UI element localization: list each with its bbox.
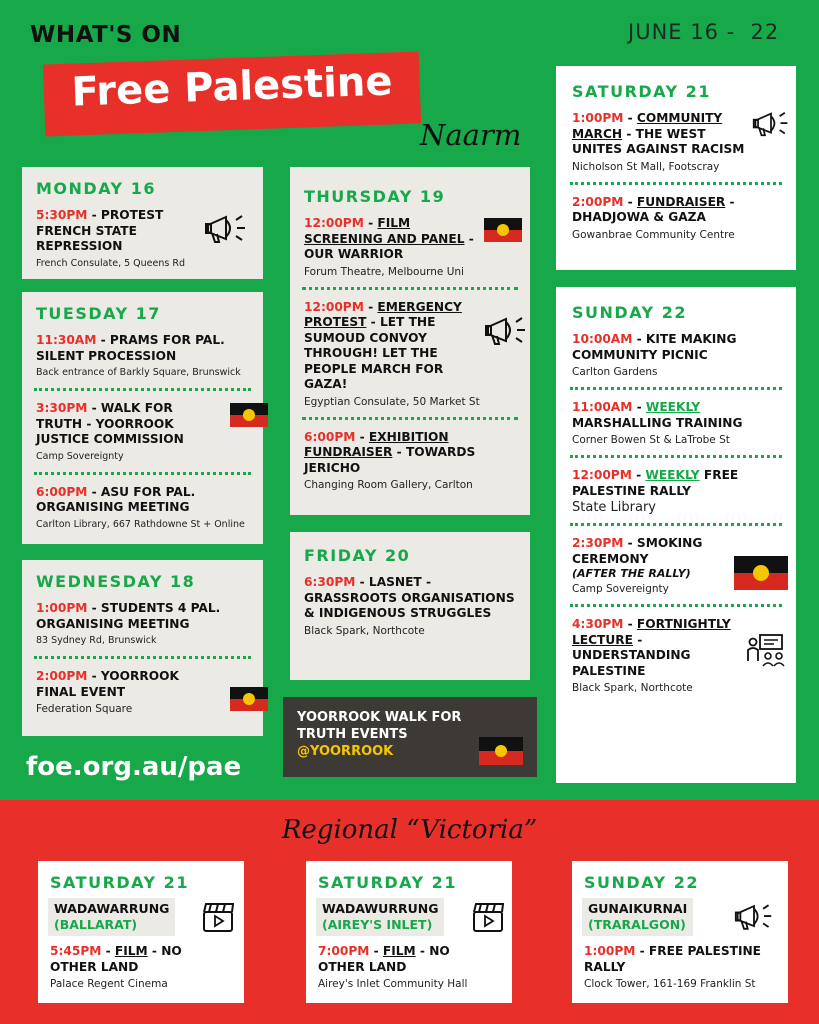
lecture-icon (746, 633, 788, 667)
event-item: 6:00PM - ASU FOR PAL. ORGANISING MEETING Carlton Library, 667 Rathdowne St + Online (34, 472, 251, 540)
event-time: 11:30AM (36, 333, 97, 347)
whats-on-label: WHAT'S ON (30, 22, 182, 48)
day-heading: MONDAY 16 (36, 179, 156, 198)
event-item: 2:00PM - YOORROOK FINAL EVENT Federation Square (34, 656, 251, 724)
region-place: WADAWARRUNG (54, 901, 170, 916)
regional-card-ballarat: SATURDAY 21 WADAWARRUNG (BALLARAT) 5:45PM - FILM - NO OTHER LAND Palace Regent Cinema (38, 861, 244, 1003)
day-heading: SATURDAY 21 (572, 82, 711, 101)
megaphone-icon (204, 212, 248, 246)
event-label: FILM (382, 944, 416, 958)
event-label: EMERGENCY PROTEST (304, 299, 462, 329)
event-location: Egyptian Consulate, 50 Market St (304, 395, 480, 408)
wednesday-card (22, 560, 263, 736)
event-item: 12:00PM - WEEKLY FREE PALESTINE RALLY State Library (570, 455, 782, 523)
event-title: UNDERSTANDING PALESTINE (572, 648, 691, 678)
event-time: 2:30PM (572, 536, 624, 550)
event-item: 6:00PM - EXHIBITION FUNDRAISER - TOWARDS JERICHO Changing Room Gallery, Carlton (302, 417, 518, 501)
event-location: Camp Sovereignty (36, 450, 124, 462)
yoorrook-box[interactable] (283, 697, 537, 777)
aboriginal-flag-icon (479, 737, 523, 765)
event-note: (AFTER THE RALLY) (572, 567, 691, 580)
day-heading: SATURDAY 21 (50, 873, 189, 892)
day-heading: SATURDAY 21 (318, 873, 457, 892)
event-title: TOWARDS JERICHO (304, 445, 476, 475)
event-location: State Library (572, 500, 656, 515)
event-title: PROTEST FRENCH STATE REPRESSION (36, 208, 164, 253)
yoorrook-handle: @YOORROOK (297, 744, 394, 759)
event-item: 1:00PM - COMMUNITY MARCH - THE WEST UNITES AGAINST RACISM Nicholson St Mall, Footscray (570, 109, 782, 182)
day-heading: THURSDAY 19 (304, 187, 446, 206)
event-location: Forum Theatre, Melbourne Uni (304, 265, 464, 278)
event-title: WALK FOR TRUTH - YOORROOK JUSTICE COMMISSION (36, 401, 184, 446)
day-heading: TUESDAY 17 (36, 304, 161, 323)
region-box (316, 898, 444, 936)
event-title: LASNET - GRASSROOTS ORGANISATIONS & INDIGENOUS STRUGGLES (304, 575, 515, 620)
event-time: 5:45PM (50, 944, 102, 958)
event-item: 12:00PM - EMERGENCY PROTEST - LET THE SUMOUD CONVOY THROUGH! LET THE PEOPLE MARCH FOR GAZA! Egyptian Consulate, 50 Market St (302, 287, 518, 417)
event-time: 1:00PM (36, 601, 88, 615)
regional-card-aireys-inlet: SATURDAY 21 WADAWURRUNG (AIREY'S INLET) 7:00PM - FILM - NO OTHER LAND Airey's Inlet Community Hall (306, 861, 512, 1003)
region-place: WADAWURRUNG (322, 901, 439, 916)
day-heading: FRIDAY 20 (304, 546, 411, 565)
megaphone-icon (484, 314, 528, 348)
event-title: YOORROOK FINAL EVENT (36, 669, 179, 699)
event-title: NO OTHER LAND (50, 944, 182, 974)
event-location: Carlton Library, 667 Rathdowne St + Online (36, 518, 245, 530)
date-range: JUNE 16 - 22 (628, 20, 780, 44)
event-item: 2:00PM - FUNDRAISER - DHADJOWA & GAZA Gowanbrae Community Centre (570, 182, 782, 250)
event-time: 4:30PM (572, 617, 624, 631)
event-title: THE WEST UNITES AGAINST RACISM (572, 126, 745, 156)
event-location: Clock Tower, 161-169 Franklin St (584, 978, 756, 990)
sunday-card (556, 287, 796, 783)
event-label: WEEKLY (645, 400, 701, 414)
event-time: 2:00PM (36, 669, 88, 683)
event-item: 6:30PM - LASNET - GRASSROOTS ORGANISATIONS & INDIGENOUS STRUGGLES Black Spark, Northcote (302, 573, 518, 646)
tuesday-card (22, 292, 263, 544)
region-place: GUNAIKURNAI (588, 901, 688, 916)
event-title: FREE PALESTINE RALLY (584, 944, 762, 974)
event-item: 1:00PM - STUDENTS 4 PAL. ORGANISING MEETING 83 Sydney Rd, Brunswick (34, 599, 251, 656)
event-time: 3:30PM (36, 401, 88, 415)
event-label: COMMUNITY MARCH (572, 111, 723, 141)
event-time: 1:00PM (584, 944, 636, 958)
event-location: Camp Sovereignty (572, 583, 669, 595)
region-box (582, 898, 693, 936)
event-item: 11:00AM - WEEKLY MARSHALLING TRAINING Corner Bowen St & LaTrobe St (570, 387, 782, 455)
website-link[interactable]: foe.org.au/pae (26, 752, 242, 782)
aboriginal-flag-icon (230, 403, 268, 427)
event-time: 10:00AM (572, 332, 633, 346)
event-location: Gowanbrae Community Centre (572, 228, 735, 241)
event-time: 12:00PM (572, 468, 632, 482)
regional-title: Regional “Victoria” (281, 815, 538, 845)
event-location: Carlton Gardens (572, 366, 658, 378)
event-time: 1:00PM (572, 111, 624, 125)
event-title: ASU FOR PAL. ORGANISING MEETING (36, 484, 196, 514)
event-item: 4:30PM - FORTNIGHTLY LECTURE - UNDERSTANDING PALESTINE Black Spark, Northcote (570, 604, 782, 703)
event-label: EXHIBITION FUNDRAISER (304, 429, 449, 459)
event-label: FILM (114, 944, 148, 958)
event-label: FUNDRAISER (636, 194, 726, 209)
yoorrook-line1: YOORROOK WALK FOR (297, 710, 462, 725)
event-title: PRAMS FOR PAL. SILENT PROCESSION (36, 333, 225, 363)
event-title: LET THE SUMOUD CONVOY THROUGH! LET THE PEOPLE MARCH FOR GAZA! (304, 315, 444, 391)
aboriginal-flag-icon (230, 687, 268, 711)
megaphone-icon (752, 109, 790, 139)
event-time: 7:00PM (318, 944, 370, 958)
event-item: 5:30PM - PROTEST FRENCH STATE REPRESSION French Consulate, 5 Queens Rd (34, 206, 251, 279)
event-label: FILM SCREENING AND PANEL (304, 216, 465, 246)
event-item: 12:00PM - FILM SCREENING AND PANEL - OUR WARRIOR Forum Theatre, Melbourne Uni (302, 214, 518, 287)
event-location: Airey's Inlet Community Hall (318, 978, 468, 990)
event-location: Changing Room Gallery, Carlton (304, 479, 473, 491)
event-item: 2:30PM - SMOKING CEREMONY (AFTER THE RALLY) Camp Sovereignty (570, 523, 782, 604)
event-time: 6:00PM (304, 429, 356, 444)
friday-card (290, 532, 530, 680)
event-location: Corner Bowen St & LaTrobe St (572, 434, 730, 446)
region-box (48, 898, 175, 936)
event-time: 6:00PM (36, 484, 88, 499)
event-location: 83 Sydney Rd, Brunswick (36, 635, 157, 646)
event-time: 12:00PM (304, 216, 364, 230)
event-time: 12:00PM (304, 299, 364, 314)
regional-card-traralgon: SUNDAY 22 GUNAIKURNAI (TRARALGON) 1:00PM - FREE PALESTINE RALLY Clock Tower, 161-169 Franklin St (572, 861, 788, 1003)
day-heading: SUNDAY 22 (584, 873, 699, 892)
event-label: WEEKLY (645, 468, 700, 482)
aboriginal-flag-icon (734, 556, 788, 590)
event-item: 11:30AM - PRAMS FOR PAL. SILENT PROCESSION Back entrance of Barkly Square, Brunswick (34, 331, 251, 388)
event-item: 3:30PM - WALK FOR TRUTH - YOORROOK JUSTICE COMMISSION Camp Sovereignty (34, 388, 251, 472)
yoorrook-line2: TRUTH EVENTS (297, 727, 408, 742)
monday-card (22, 167, 263, 279)
event-location: French Consulate, 5 Queens Rd (36, 257, 185, 269)
page-title: Free Palestine (70, 58, 394, 116)
event-item: 10:00AM - KITE MAKING COMMUNITY PICNIC Carlton Gardens (570, 330, 782, 387)
event-label: FORTNIGHTLY LECTURE (572, 617, 731, 647)
event-title: DHADJOWA & GAZA (572, 210, 706, 224)
event-location: Black Spark, Northcote (572, 682, 693, 694)
event-title: SMOKING CEREMONY (572, 536, 703, 566)
event-title: FREE PALESTINE RALLY (572, 468, 739, 498)
event-title: STUDENTS 4 PAL. ORGANISING MEETING (36, 601, 221, 631)
aboriginal-flag-icon (484, 218, 522, 242)
event-location: Back entrance of Barkly Square, Brunswick (36, 367, 241, 378)
event-time: 6:30PM (304, 575, 356, 589)
region-area: (AIREY'S INLET) (322, 917, 433, 932)
day-heading: WEDNESDAY 18 (36, 572, 196, 591)
event-title: OUR WARRIOR (304, 247, 404, 261)
megaphone-icon (734, 901, 774, 933)
event-time: 2:00PM (572, 194, 624, 209)
event-time: 11:00AM (572, 400, 633, 414)
region-area: (BALLARAT) (54, 917, 138, 932)
event-title: NO OTHER LAND (318, 944, 450, 974)
film-clapper-icon (202, 901, 236, 933)
event-title: MARSHALLING TRAINING (572, 415, 743, 430)
thursday-card (290, 167, 530, 515)
event-location: Black Spark, Northcote (304, 624, 425, 637)
event-location: Nicholson St Mall, Footscray (572, 160, 720, 173)
city-name: Naarm (420, 118, 522, 152)
event-title: KITE MAKING COMMUNITY PICNIC (572, 332, 737, 362)
day-heading: SUNDAY 22 (572, 303, 687, 322)
saturday-card (556, 66, 796, 270)
event-location: Federation Square (36, 703, 133, 715)
event-location: Palace Regent Cinema (50, 978, 168, 990)
event-time: 5:30PM (36, 208, 88, 222)
film-clapper-icon (472, 901, 506, 933)
region-area: (TRARALGON) (588, 917, 686, 932)
